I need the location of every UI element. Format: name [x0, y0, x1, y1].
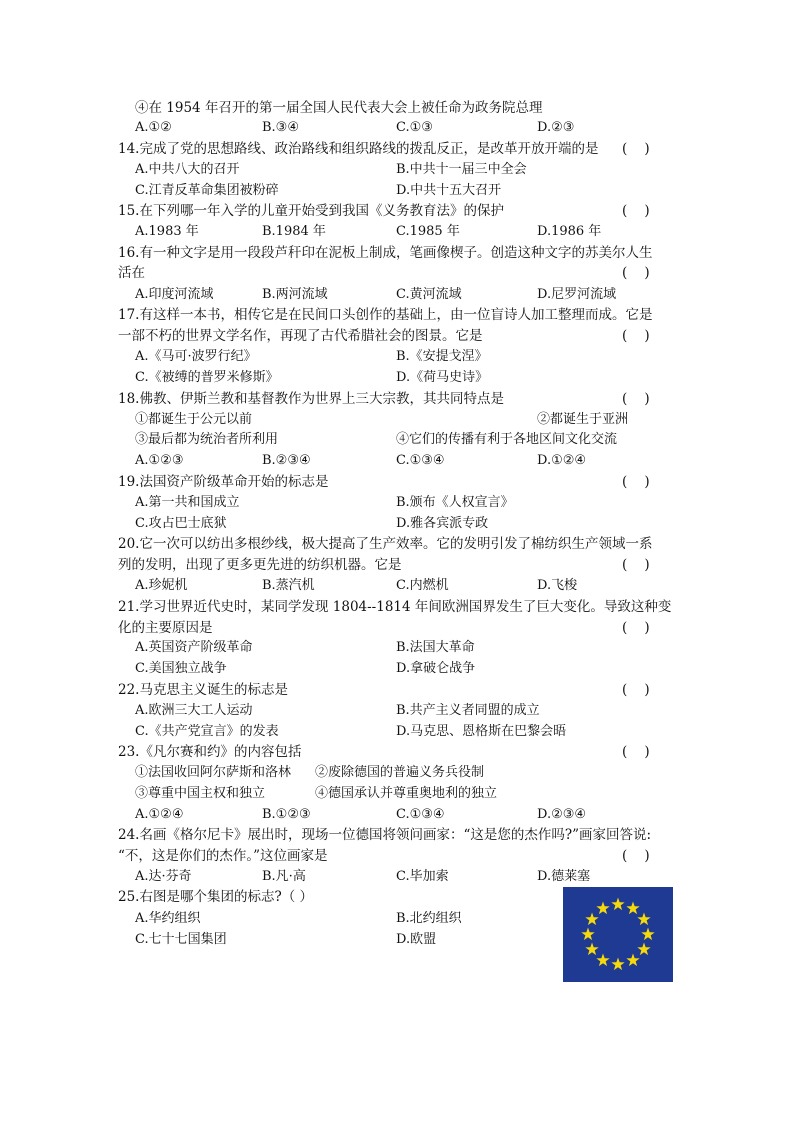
q25-stem: 25.右图是哪个集团的标志?（ ）	[118, 889, 313, 905]
q24-stem-line1: 24.名画《格尔尼卡》展出时，现场一位德国将领问画家：“这是您的杰作吗?”画家回答说:	[118, 827, 652, 843]
q17-option-c: C.《被缚的普罗米修斯》	[135, 370, 279, 385]
q19-option-a: A.第一共和国成立	[135, 495, 240, 510]
eu-flag-star	[626, 953, 639, 966]
q13-option-d: D.②③	[537, 120, 575, 135]
q15-option-c: C.1985 年	[396, 224, 460, 239]
q14-option-b: B.中共十一届三中全会	[396, 162, 527, 177]
q17-option-d: D.《荷马史诗》	[396, 370, 489, 385]
q16-option-a: A.印度河流域	[135, 287, 214, 302]
q21-stem-line2: 化的主要原因是	[118, 620, 213, 636]
q19-stem: 19.法国资产阶级革命开始的标志是	[118, 474, 329, 490]
q15-option-b: B.1984 年	[262, 224, 326, 239]
q16-stem-line1: 16.有一种文字是用一段段芦秆印在泥板上制成，笔画像楔子。创造这种文字的苏美尔人生	[118, 245, 653, 261]
q13-option-c: C.①③	[396, 120, 433, 135]
q20-option-c: C.内燃机	[396, 578, 449, 593]
q25-option-a: A.华约组织	[135, 911, 201, 926]
q13-option-a: A.①②	[135, 120, 172, 135]
q21-option-a: A.英国资产阶级革命	[135, 640, 253, 655]
q23-statement-4: ④德国承认并尊重奥地利的独立	[315, 786, 498, 801]
q23-option-a: A.①②④	[135, 807, 184, 822]
q16-option-b: B.两河流域	[262, 287, 328, 302]
q24-option-d: D.德莱塞	[537, 869, 591, 884]
q24-answer-paren: ( )	[622, 848, 650, 864]
q23-statement-3: ③尊重中国主权和独立	[135, 786, 266, 801]
q14-option-c: C.江青反革命集团被粉碎	[135, 183, 279, 198]
q20-stem-line1: 20.它一次可以纺出多根纱线，极大提高了生产效率。它的发明引发了棉纺织生产领域一系	[118, 536, 653, 552]
q17-answer-paren: ( )	[622, 328, 650, 344]
q20-stem-line2: 列的发明，出现了更多更先进的纺织机器。它是	[118, 557, 402, 573]
q21-stem-line1: 21.学习世界近代史时，某同学发现 1804--1814 年间欧洲国界发生了巨大变化。导致这种变	[118, 599, 672, 615]
q18-statement-4: ④它们的传播有利于各地区间文化交流	[396, 432, 618, 447]
q16-option-d: D.尼罗河流域	[537, 287, 617, 302]
q18-statement-2: ②都诞生于亚洲	[537, 412, 629, 427]
q20-option-d: D.飞梭	[537, 578, 578, 593]
q17-stem-line2: 一部不朽的世界文学名作，再现了古代希腊社会的图景。它是	[118, 328, 483, 344]
q21-answer-paren: ( )	[622, 620, 650, 636]
eu-flag-star	[637, 913, 650, 926]
q19-option-b: B.颁布《人权宣言》	[396, 495, 514, 510]
q25-option-c: C.七十七国集团	[135, 932, 227, 947]
eu-flag-star	[626, 902, 639, 915]
q23-answer-paren: ( )	[622, 744, 650, 760]
q20-option-b: B.蒸汽机	[262, 578, 315, 593]
q22-stem: 22.马克思主义诞生的标志是	[118, 682, 288, 698]
q18-stem: 18.佛教、伊斯兰教和基督教作为世界上三大宗教，其共同特点是	[118, 391, 504, 407]
q18-option-c: C.①③④	[396, 453, 445, 468]
q14-stem: 14.完成了党的思想路线、政治路线和组织路线的拨乱反正，是改革开放开端的是	[118, 141, 599, 157]
q18-option-d: D.①②④	[537, 453, 587, 468]
q18-option-a: A.①②③	[135, 453, 184, 468]
q25-option-d: D.欧盟	[396, 932, 437, 947]
q23-option-b: B.①②③	[262, 807, 311, 822]
q20-answer-paren: ( )	[622, 557, 650, 573]
q15-stem: 15.在下列哪一年入学的儿童开始受到我国《义务教育法》的保护	[118, 203, 504, 219]
q15-option-a: A.1983 年	[135, 224, 199, 239]
q23-option-d: D.②③④	[537, 807, 587, 822]
q19-option-d: D.雅各宾派专政	[396, 516, 489, 531]
q17-option-b: B.《安提戈涅》	[396, 349, 488, 364]
eu-flag-stars	[563, 887, 673, 982]
q24-option-b: B.凡·高	[262, 869, 306, 884]
q15-answer-paren: ( )	[622, 203, 650, 219]
q16-stem-line2: 活在	[118, 265, 145, 281]
q22-option-c: C.《共产党宣言》的发表	[135, 724, 279, 739]
q14-option-d: D.中共十五大召开	[396, 183, 502, 198]
q16-option-c: C.黄河流域	[396, 287, 462, 302]
q17-stem-line1: 17.有这样一本书，相传它是在民间口头创作的基础上，由一位盲诗人加工整理而成。它是	[118, 307, 653, 323]
q18-answer-paren: ( )	[622, 391, 650, 407]
q19-answer-paren: ( )	[622, 474, 650, 490]
q21-option-c: C.美国独立战争	[135, 661, 227, 676]
q23-statement-1: ①法国收回阿尔萨斯和洛林	[135, 765, 292, 780]
q17-option-a: A.《马可·波罗行纪》	[135, 349, 257, 364]
q18-statement-3: ③最后都为统治者所利用	[135, 432, 279, 447]
q24-stem-line2: “不，这是你们的杰作。”这位画家是	[118, 848, 328, 864]
q24-option-a: A.达·芬奇	[135, 869, 192, 884]
q22-option-d: D.马克思、恩格斯在巴黎会晤	[396, 724, 567, 739]
eu-flag-star	[637, 943, 650, 956]
q24-option-c: C.毕加索	[396, 869, 449, 884]
eu-flag-star	[596, 953, 609, 966]
q25-option-b: B.北约组织	[396, 911, 462, 926]
q22-answer-paren: ( )	[622, 682, 650, 698]
q14-option-a: A.中共八大的召开	[135, 162, 240, 177]
eu-flag-icon	[563, 887, 673, 982]
eu-flag-star	[641, 928, 654, 941]
q15-option-d: D.1986 年	[537, 224, 602, 239]
q20-option-a: A.珍妮机	[135, 578, 188, 593]
eu-flag-star	[611, 898, 624, 911]
eu-flag-star	[585, 943, 598, 956]
q19-option-c: C.攻占巴士底狱	[135, 516, 227, 531]
q21-option-b: B.法国大革命	[396, 640, 475, 655]
q23-option-c: C.①③④	[396, 807, 445, 822]
q23-stem: 23.《凡尔赛和约》的内容包括	[118, 744, 302, 760]
q13-option-b: B.③④	[262, 120, 299, 135]
eu-flag-star	[596, 902, 609, 915]
q13-statement-4: ④在 1954 年召开的第一届全国人民代表大会上被任命为政务院总理	[135, 100, 543, 116]
q21-option-d: D.拿破仑战争	[396, 661, 476, 676]
q23-statement-2: ②废除德国的普遍义务兵役制	[315, 765, 485, 780]
eu-flag-star	[585, 913, 598, 926]
q22-option-b: B.共产主义者同盟的成立	[396, 703, 540, 718]
q18-statement-1: ①都诞生于公元以前	[135, 412, 253, 427]
q22-option-a: A.欧洲三大工人运动	[135, 703, 253, 718]
q18-option-b: B.②③④	[262, 453, 311, 468]
eu-flag-star	[611, 958, 624, 971]
q14-answer-paren: ( )	[622, 141, 650, 157]
q16-answer-paren: ( )	[622, 265, 650, 281]
eu-flag-star	[581, 928, 594, 941]
